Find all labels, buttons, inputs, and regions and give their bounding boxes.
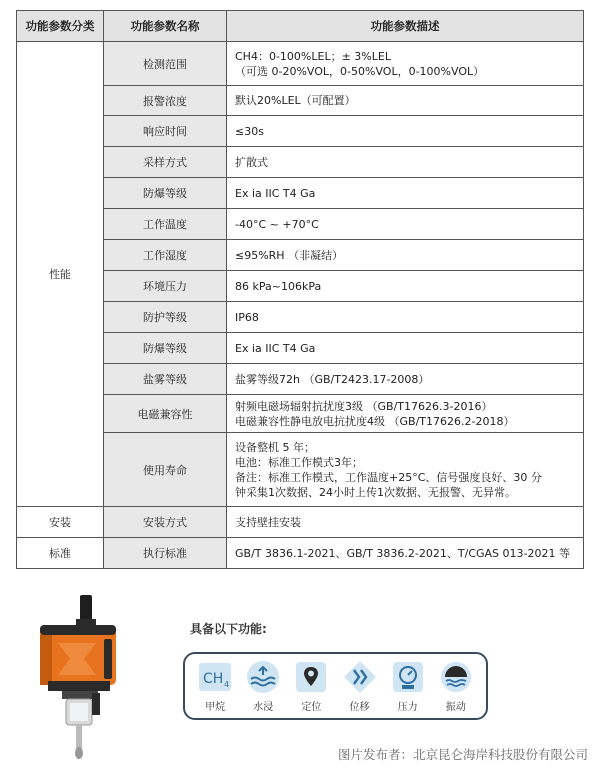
table-row bbox=[17, 42, 584, 86]
image-credit: 图片发布者：北京昆仑海岸科技股份有限公司 bbox=[337, 747, 588, 762]
param-desc: -40°C ~ +70°C bbox=[227, 209, 584, 240]
pressure-gauge-icon bbox=[391, 660, 425, 694]
methane-detector-device-image bbox=[26, 593, 136, 763]
param-desc: 盐雾等级72h （GB/T2423.17-2008） bbox=[227, 364, 584, 395]
feature-label: 压力 bbox=[397, 701, 418, 713]
param-name: 检测范围 bbox=[104, 42, 227, 86]
header-name: 功能参数名称 bbox=[104, 11, 227, 42]
param-name: 工作湿度 bbox=[104, 240, 227, 271]
feature-label: 振动 bbox=[445, 701, 466, 713]
ch4-subscript: 4 bbox=[224, 679, 230, 689]
feature-item bbox=[289, 660, 333, 713]
water-immersion-icon bbox=[246, 660, 280, 694]
param-name: 报警浓度 bbox=[104, 86, 227, 116]
param-name: 执行标准 bbox=[104, 538, 227, 569]
param-desc: 86 kPa~106kPa bbox=[227, 271, 584, 302]
desc-line: 电磁兼容性静电放电抗扰度4级 （GB/T17626.2-2018） bbox=[235, 414, 515, 428]
feature-label: 定位 bbox=[301, 701, 322, 713]
param-name: 防爆等级 bbox=[104, 333, 227, 364]
table-row bbox=[17, 507, 584, 538]
param-name: 响应时间 bbox=[104, 116, 227, 147]
header-description: 功能参数描述 bbox=[227, 11, 584, 42]
table-row bbox=[17, 538, 584, 569]
spec-table bbox=[16, 10, 584, 569]
desc-line: 射频电磁场辐射抗扰度3级 （GB/T17626.3-2016） bbox=[235, 399, 493, 413]
feature-item bbox=[193, 660, 237, 713]
param-name: 使用寿命 bbox=[104, 433, 227, 507]
param-name: 电磁兼容性 bbox=[104, 395, 227, 433]
desc-line: （可选 0-20%VOL，0-50%VOL，0-100%VOL） bbox=[235, 64, 485, 78]
feature-label: 水浸 bbox=[253, 701, 274, 713]
param-name: 环境压力 bbox=[104, 271, 227, 302]
param-desc: 扩散式 bbox=[227, 147, 584, 178]
param-desc: 默认20%LEL（可配置） bbox=[227, 86, 584, 116]
ch4-icon bbox=[198, 660, 232, 694]
feature-item bbox=[241, 660, 285, 713]
param-desc: Ex ia IIC T4 Ga bbox=[227, 178, 584, 209]
features-title: 具备以下功能: bbox=[190, 622, 267, 636]
param-desc bbox=[227, 433, 584, 507]
feature-label: 甲烷 bbox=[205, 701, 226, 713]
param-name: 安装方式 bbox=[104, 507, 227, 538]
ch4-text: CH bbox=[203, 670, 224, 687]
param-desc: ≤95%RH （非凝结） bbox=[227, 240, 584, 271]
category-performance: 性能 bbox=[17, 42, 104, 507]
desc-line: CH4：0-100%LEL；± 3%LEL bbox=[235, 49, 391, 63]
desc-line: 设备整机 5 年； bbox=[235, 440, 315, 454]
param-desc: ≤30s bbox=[227, 116, 584, 147]
feature-item bbox=[434, 660, 478, 713]
desc-line: 钟采集1次数据、24小时上传1次数据、无报警、无异常。 bbox=[235, 485, 516, 499]
vibration-icon bbox=[439, 660, 473, 694]
feature-item bbox=[338, 660, 382, 713]
header-category: 功能参数分类 bbox=[17, 11, 104, 42]
desc-line: 备注：标准工作模式，工作温度+25°C、信号强度良好、30 分 bbox=[235, 470, 542, 484]
param-desc: Ex ia IIC T4 Ga bbox=[227, 333, 584, 364]
desc-line: 电池：标准工作模式3年； bbox=[235, 455, 363, 469]
category-install: 安装 bbox=[17, 507, 104, 538]
location-pin-icon bbox=[294, 660, 328, 694]
param-desc: IP68 bbox=[227, 302, 584, 333]
param-desc: 支持壁挂安装 bbox=[227, 507, 584, 538]
param-name: 防爆等级 bbox=[104, 178, 227, 209]
category-standard: 标准 bbox=[17, 538, 104, 569]
table-header-row bbox=[17, 11, 584, 42]
param-desc: GB/T 3836.1-2021、GB/T 3836.2-2021、T/CGAS 013-2021 等 bbox=[227, 538, 584, 569]
param-name: 工作温度 bbox=[104, 209, 227, 240]
param-name: 盐雾等级 bbox=[104, 364, 227, 395]
param-desc bbox=[227, 395, 584, 433]
feature-label: 位移 bbox=[349, 701, 370, 713]
param-name: 防护等级 bbox=[104, 302, 227, 333]
displacement-icon bbox=[343, 660, 377, 694]
features-panel bbox=[183, 652, 488, 720]
feature-item bbox=[386, 660, 430, 713]
param-desc bbox=[227, 42, 584, 86]
param-name: 采样方式 bbox=[104, 147, 227, 178]
